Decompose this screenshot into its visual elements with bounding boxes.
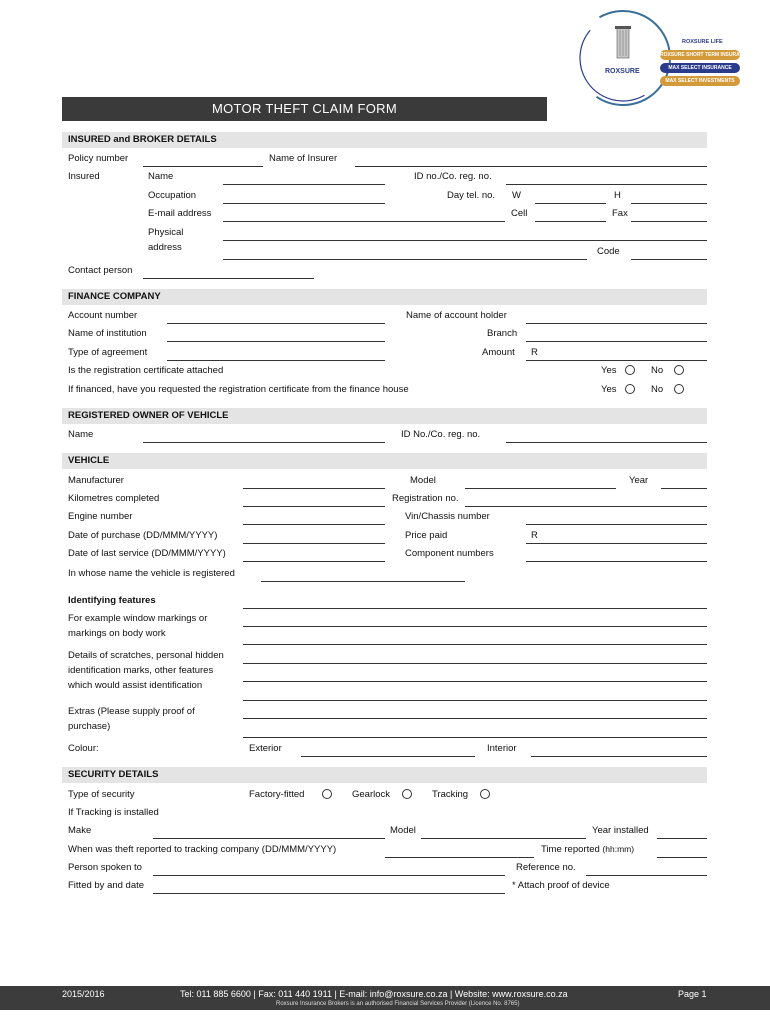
label-reference: Reference no. xyxy=(516,862,576,873)
owner-name-field[interactable] xyxy=(143,442,385,443)
label-purchase-date: Date of purchase (DD/MMM/YYYY) xyxy=(68,530,218,541)
fax-field[interactable] xyxy=(631,221,707,222)
label-cell: Cell xyxy=(511,208,528,219)
label-insured: Insured xyxy=(68,171,100,182)
insured-name-field[interactable] xyxy=(223,184,385,185)
label-time-reported xyxy=(541,844,634,855)
label-year: Year xyxy=(629,475,649,486)
footer-contact: Tel: 011 885 6600 | Fax: 011 440 1911 | E-mail: info@roxsure.co.za | Website: www.roxsure.co.za xyxy=(180,989,568,999)
radio-gearlock[interactable] xyxy=(402,789,412,799)
label-interior: Interior xyxy=(487,743,517,754)
details-line-2[interactable] xyxy=(243,681,707,682)
section-finance: FINANCE COMPANY xyxy=(62,289,707,305)
label-amount: Amount xyxy=(482,347,515,358)
components-field[interactable] xyxy=(526,561,707,562)
label-institution: Name of institution xyxy=(68,328,147,339)
label-day-tel: Day tel. no. xyxy=(447,190,496,201)
form-title: MOTOR THEFT CLAIM FORM xyxy=(62,97,547,121)
label-exterior: Exterior xyxy=(249,743,282,754)
account-holder-field[interactable] xyxy=(526,323,707,324)
label-reported: When was theft reported to tracking company (DD/MMM/YYYY) xyxy=(68,844,337,855)
note-attach-proof: * Attach proof of device xyxy=(512,880,610,891)
label-id-no: ID no./Co. reg. no. xyxy=(414,171,492,182)
reported-date-field[interactable] xyxy=(385,857,534,858)
label-h: H xyxy=(614,190,621,201)
footer-bar xyxy=(0,986,770,1010)
address-field-1[interactable] xyxy=(223,240,707,241)
year-installed-field[interactable] xyxy=(657,838,707,839)
occupation-field[interactable] xyxy=(223,203,385,204)
label-name-of-insurer: Name of Insurer xyxy=(269,153,338,164)
logo-pill-2: MAX SELECT INSURANCE xyxy=(660,63,740,73)
label-security-model: Model xyxy=(390,825,416,836)
label-fitted-by: Fitted by and date xyxy=(68,880,145,891)
section-insured: INSURED and BROKER DETAILS xyxy=(62,132,707,148)
engine-field[interactable] xyxy=(243,524,385,525)
time-reported-field[interactable] xyxy=(657,857,707,858)
label-components: Component numbers xyxy=(405,548,494,559)
label-extras-1: Extras (Please supply proof of xyxy=(68,706,195,717)
policy-number-field[interactable] xyxy=(143,166,263,167)
contact-person-field[interactable] xyxy=(143,278,314,279)
agreement-field[interactable] xyxy=(167,360,385,361)
section-owner: REGISTERED OWNER OF VEHICLE xyxy=(62,408,707,424)
label-fax: Fax xyxy=(612,208,628,219)
price-currency: R xyxy=(531,530,538,541)
amount-currency: R xyxy=(531,347,538,358)
label-owner-name: Name xyxy=(68,429,94,440)
interior-field[interactable] xyxy=(531,756,707,757)
label-details-2: identification marks, other features xyxy=(68,665,214,676)
name-of-insurer-field[interactable] xyxy=(355,166,707,167)
label-no-2: No xyxy=(651,384,664,395)
label-owner-id: ID No./Co. reg. no. xyxy=(401,429,481,440)
label-account-number: Account number xyxy=(68,310,138,321)
label-branch: Branch xyxy=(487,328,518,339)
label-details-1: Details of scratches, personal hidden xyxy=(68,650,224,661)
label-km: Kilometres completed xyxy=(68,493,160,504)
extras-line-1[interactable] xyxy=(243,718,707,719)
vin-field[interactable] xyxy=(526,524,707,525)
footer-disclaimer: Roxsure Insurance Brokers is an authorised Financial Services Provider (Licence No. 8765) xyxy=(276,1001,520,1007)
section-vehicle: VEHICLE xyxy=(62,453,707,469)
make-field[interactable] xyxy=(153,838,385,839)
label-gearlock: Gearlock xyxy=(352,789,391,800)
price-field[interactable] xyxy=(526,543,707,544)
label-person-spoken: Person spoken to xyxy=(68,862,142,873)
label-example-1: For example window markings or xyxy=(68,613,208,624)
security-model-field[interactable] xyxy=(421,838,586,839)
code-field[interactable] xyxy=(631,259,707,260)
branch-field[interactable] xyxy=(526,341,707,342)
reference-field[interactable] xyxy=(586,875,707,876)
footer-year: 2015/2016 xyxy=(62,989,105,999)
label-vin: Vin/Chassis number xyxy=(405,511,490,522)
label-yes-2: Yes xyxy=(601,384,617,395)
label-details-3: which would assist identification xyxy=(68,680,203,691)
label-model: Model xyxy=(410,475,436,486)
label-email: E-mail address xyxy=(148,208,212,219)
km-field[interactable] xyxy=(243,506,385,507)
label-registration: Registration no. xyxy=(392,493,459,504)
label-make: Make xyxy=(68,825,92,836)
label-price: Price paid xyxy=(405,530,448,541)
label-occupation: Occupation xyxy=(148,190,197,201)
label-policy-number: Policy number xyxy=(68,153,129,164)
details-line-3[interactable] xyxy=(243,700,707,701)
label-tracking: Tracking xyxy=(432,789,469,800)
label-security-type: Type of security xyxy=(68,789,135,800)
time-reported-text: Time reported xyxy=(541,844,600,855)
label-yes-1: Yes xyxy=(601,365,617,376)
label-factory-fitted: Factory-fitted xyxy=(249,789,305,800)
label-address: address xyxy=(148,242,182,253)
home-tel-field[interactable] xyxy=(631,203,707,204)
label-account-holder: Name of account holder xyxy=(406,310,507,321)
work-tel-field[interactable] xyxy=(535,203,606,204)
model-field[interactable] xyxy=(465,488,616,489)
logo-pill-1: ROXSURE SHORT TERM INSURANCE xyxy=(660,52,751,58)
label-physical: Physical xyxy=(148,227,184,238)
account-number-field[interactable] xyxy=(167,323,385,324)
registered-name-field[interactable] xyxy=(261,581,465,582)
radio-yes-1[interactable] xyxy=(625,365,635,375)
registration-field[interactable] xyxy=(465,506,707,507)
identifying-line-3[interactable] xyxy=(243,644,707,645)
exterior-field[interactable] xyxy=(301,756,475,757)
radio-yes-2[interactable] xyxy=(625,384,635,394)
label-code: Code xyxy=(597,246,620,257)
owner-id-field[interactable] xyxy=(506,442,707,443)
company-logo xyxy=(568,8,751,108)
footer-page: Page 1 xyxy=(678,989,707,999)
details-line-1[interactable] xyxy=(243,663,707,664)
label-no-1: No xyxy=(651,365,664,376)
label-contact-person: Contact person xyxy=(68,265,133,276)
label-if-tracking: If Tracking is installed xyxy=(68,807,159,818)
radio-tracking[interactable] xyxy=(480,789,490,799)
label-name: Name xyxy=(148,171,174,182)
cell-field[interactable] xyxy=(535,221,606,222)
purchase-date-field[interactable] xyxy=(243,543,385,544)
radio-factory-fitted[interactable] xyxy=(322,789,332,799)
logo-brand: ROXSURE xyxy=(605,68,640,75)
label-registered-name: In whose name the vehicle is registered xyxy=(68,568,235,579)
year-field[interactable] xyxy=(661,488,707,489)
radio-no-1[interactable] xyxy=(674,365,684,375)
question-certificate-requested: If financed, have you requested the registration certificate from the finance house xyxy=(68,384,409,395)
radio-no-2[interactable] xyxy=(674,384,684,394)
label-year-installed: Year installed xyxy=(592,825,649,836)
address-field-2[interactable] xyxy=(223,259,587,260)
service-date-field[interactable] xyxy=(243,561,385,562)
logo-badge: ROXSURE LIFE xyxy=(682,39,723,45)
label-example-2: markings on body work xyxy=(68,628,166,639)
label-identifying-features: Identifying features xyxy=(68,595,156,606)
institution-field[interactable] xyxy=(167,341,385,342)
label-extras-2: purchase) xyxy=(68,721,111,732)
logo-pill-3: MAX SELECT INVESTMENTS xyxy=(660,76,740,86)
extras-line-2[interactable] xyxy=(243,737,707,738)
label-engine: Engine number xyxy=(68,511,133,522)
person-spoken-field[interactable] xyxy=(153,875,505,876)
time-format-text: (hh:mm) xyxy=(602,844,635,854)
identifying-line-1[interactable] xyxy=(243,608,707,609)
label-colour: Colour: xyxy=(68,743,99,754)
identifying-line-2[interactable] xyxy=(243,626,707,627)
email-field[interactable] xyxy=(223,221,505,222)
fitted-by-field[interactable] xyxy=(153,893,505,894)
label-agreement: Type of agreement xyxy=(68,347,148,358)
section-security: SECURITY DETAILS xyxy=(62,767,707,783)
amount-field[interactable] xyxy=(526,360,707,361)
label-w: W xyxy=(512,190,521,201)
label-manufacturer: Manufacturer xyxy=(68,475,124,486)
question-certificate-attached: Is the registration certificate attached xyxy=(68,365,224,376)
insured-id-field[interactable] xyxy=(506,184,707,185)
label-service-date: Date of last service (DD/MMM/YYYY) xyxy=(68,548,226,559)
manufacturer-field[interactable] xyxy=(243,488,385,489)
